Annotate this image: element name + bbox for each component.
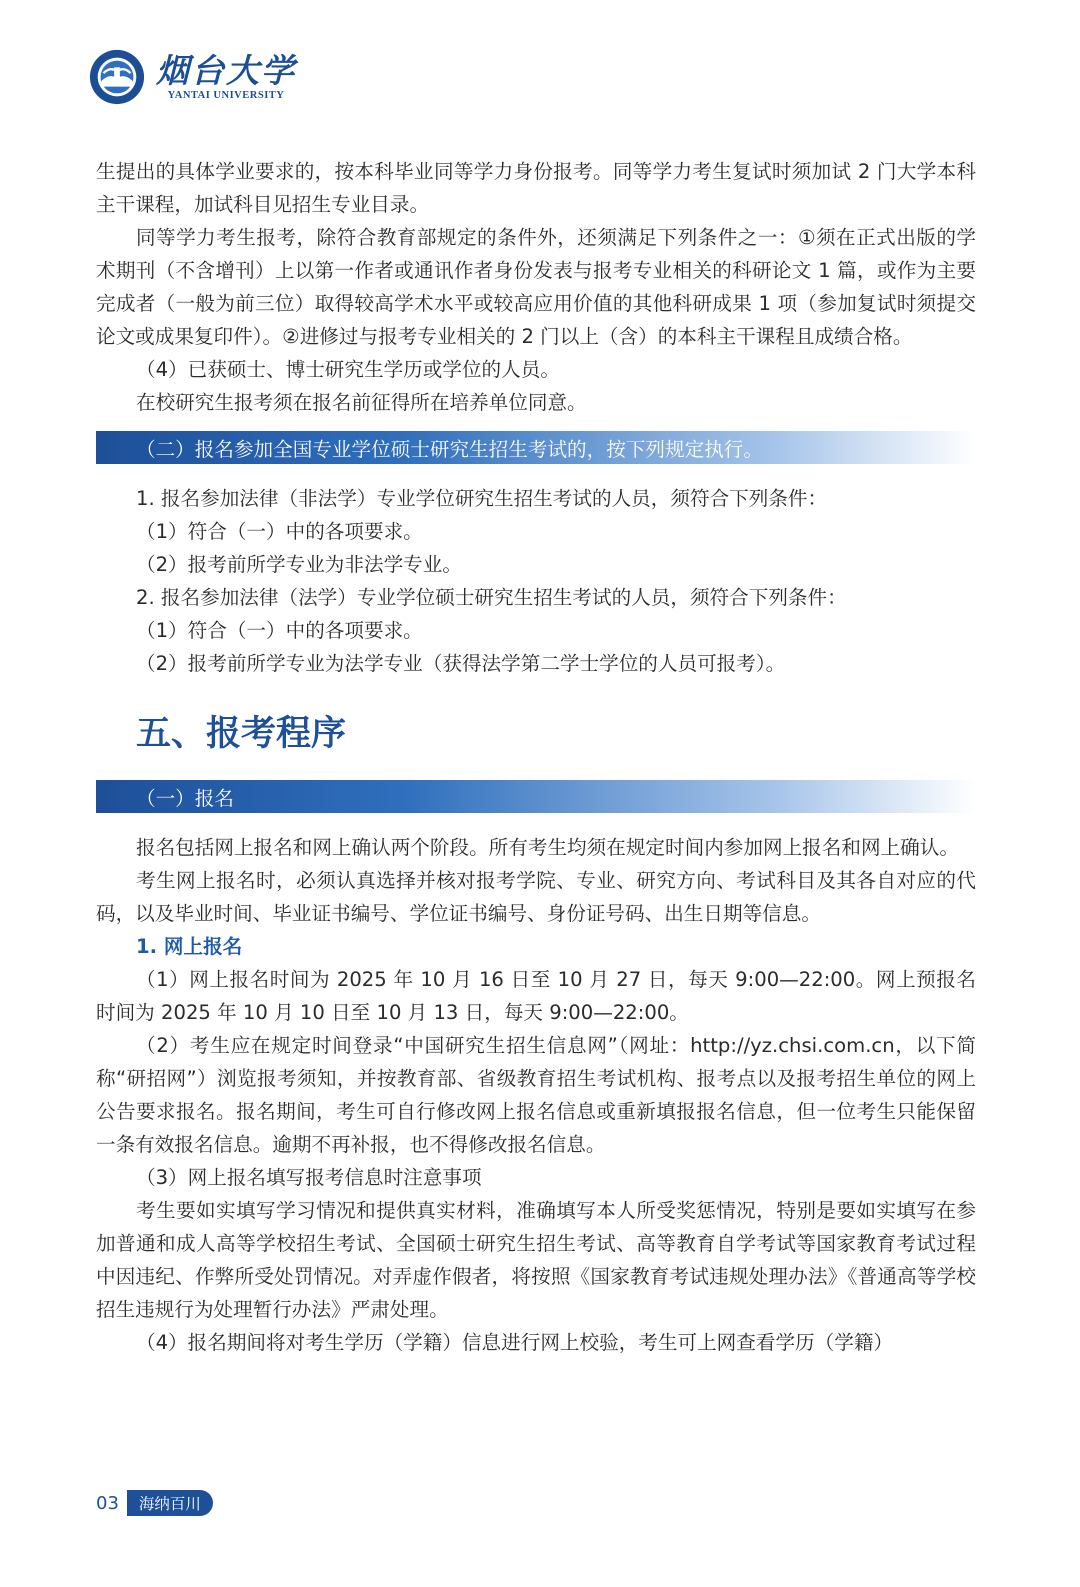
brand-name-cn: 烟台大学 (156, 51, 296, 90)
subsection-title: 1. 网上报名 (136, 935, 243, 958)
paragraph: （3）网上报名填写报考信息时注意事项 (136, 1166, 482, 1189)
page-number: 03 (96, 1492, 119, 1514)
section-title: 五、报考程序 (136, 714, 347, 754)
list-item: （1）符合（一）中的各项要求。 (136, 619, 423, 642)
section-bar (96, 780, 976, 813)
brand-name-en: YANTAI UNIVERSITY (167, 90, 285, 101)
footer-label: 海纳百川 (127, 1490, 213, 1516)
paragraph: （2）考生应在规定时间登录“中国研究生招生信息网”（网址：http://yz.chsi.com.cn，以下简称“研招网”）浏览报考须知，并按教育部、省级教育招生考试机构、报考点以及报考招生单位的网上公告要求报名。报名期间，考生可自行修改网上报名信息或重新填报报名信息，但一位考生只能保留一条有效报名信息。逾期不再补报，也不得修改报名信息。 (96, 1034, 976, 1156)
list-item: （2）报考前所学专业为非法学专业。 (136, 553, 462, 576)
paragraph: 考生网上报名时，必须认真选择并核对报考学院、专业、研究方向、考试科目及其各自对应的代码，以及毕业时间、毕业证书编号、学位证书编号、身份证号码、出生日期等信息。 (96, 869, 976, 925)
paragraph: 报名包括网上报名和网上确认两个阶段。所有考生均须在规定时间内参加网上报名和网上确认。 (136, 836, 959, 859)
page-header (88, 44, 296, 110)
paragraph: 考生要如实填写学习情况和提供真实材料，准确填写本人所受奖惩情况，特别是要如实填写在参加普通和成人高等学校招生考试、全国硕士研究生招生考试、高等教育自学考试等国家教育考试过程中因违纪、作弊所受处罚情况。对弄虚作假者，将按照《国家教育考试违规处理办法》《普通高等学校招生违规行为处理暂行办法》严肃处理。 (96, 1199, 976, 1321)
list-item: 1. 报名参加法律（非法学）专业学位研究生招生考试的人员，须符合下列条件： (136, 487, 828, 510)
paragraph: 在校研究生报考须在报名前征得所在培养单位同意。 (136, 391, 587, 414)
paragraph: 生提出的具体学业要求的，按本科毕业同等学力身份报考。同等学力考生复试时须加试 2 门大学本科主干课程，加试科目见招生专业目录。 (96, 160, 976, 216)
university-seal-icon (88, 48, 146, 106)
paragraph: （1）网上报名时间为 2025 年 10 月 16 日至 10 月 27 日，每天 9:00—22:00。网上预报名时间为 2025 年 10 月 10 日至 10 月 13 日，每天 9:00—22:00。 (96, 968, 976, 1024)
university-brand (156, 52, 296, 102)
paragraph: 同等学力考生报考，除符合教育部规定的条件外，还须满足下列条件之一：①须在正式出版的学术期刊（不含增刊）上以第一作者或通讯作者身份发表与报考专业相关的科研论文 1 篇，或作为主要完成者（一般为前三位）取得较高学术水平或较高应用价值的其他科研成果 1 项（参加复试时须提交论文或成果复印件）。②进修过与报考专业相关的 2 门以上（含）的本科主干课程且成绩合格。 (96, 226, 976, 348)
section-bar-label: （二）报名参加全国专业学位硕士研究生招生考试的，按下列规定执行。 (136, 438, 763, 461)
section-bar-label: （一）报名 (136, 787, 234, 810)
page-content (96, 155, 976, 1359)
list-item: （1）符合（一）中的各项要求。 (136, 520, 423, 543)
paragraph: （4）报名期间将对考生学历（学籍）信息进行网上校验，考生可上网查看学历（学籍） (136, 1331, 894, 1354)
list-item: （2）报考前所学专业为法学专业（获得法学第二学士学位的人员可报考）。 (136, 652, 786, 675)
list-item: 2. 报名参加法律（法学）专业学位硕士研究生招生考试的人员，须符合下列条件： (136, 586, 847, 609)
page-footer (96, 1490, 213, 1516)
section-bar (96, 431, 976, 464)
paragraph: （4）已获硕士、博士研究生学历或学位的人员。 (136, 358, 560, 381)
